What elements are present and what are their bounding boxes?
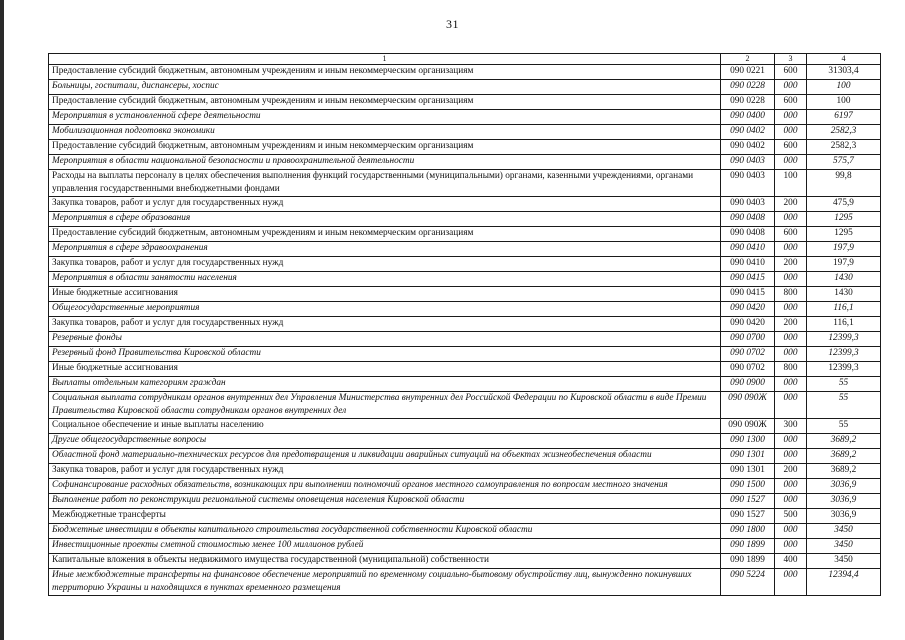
row-code-cell: 090 0228 xyxy=(721,80,775,95)
row-type-cell: 000 xyxy=(775,434,807,449)
row-amount-cell: 12394,4 xyxy=(807,569,881,596)
row-amount-cell: 55 xyxy=(807,377,881,392)
row-type-cell: 000 xyxy=(775,377,807,392)
row-code-cell: 090 0420 xyxy=(721,317,775,332)
page-left-edge xyxy=(0,0,4,640)
table-row xyxy=(49,170,881,197)
row-amount-cell: 100 xyxy=(807,80,881,95)
row-amount-cell: 1295 xyxy=(807,227,881,242)
row-type-cell: 000 xyxy=(775,449,807,464)
table-row xyxy=(49,95,881,110)
row-name-cell: Иные бюджетные ассигнования xyxy=(49,287,721,302)
row-name-cell: Предоставление субсидий бюджетным, автономным учреждениям и иным некоммерческим организациям xyxy=(49,65,721,80)
row-name-cell: Мероприятия в установленной сфере деятельности xyxy=(49,110,721,125)
row-code-cell: 090 1899 xyxy=(721,539,775,554)
table-row xyxy=(49,347,881,362)
row-name-cell: Расходы на выплаты персоналу в целях обеспечения выполнения функций государственными (муниципальными) органами, казенными учреждениями, органами управления государственными внебюджетными фондами xyxy=(49,170,721,197)
row-name-cell: Бюджетные инвестиции в объекты капитального строительства государственной собственности Кировской области xyxy=(49,524,721,539)
table-row xyxy=(49,110,881,125)
table-row xyxy=(49,212,881,227)
row-type-cell: 000 xyxy=(775,302,807,317)
row-amount-cell: 2582,3 xyxy=(807,140,881,155)
row-type-cell: 000 xyxy=(775,392,807,419)
table-row xyxy=(49,272,881,287)
table-row xyxy=(49,479,881,494)
row-type-cell: 000 xyxy=(775,242,807,257)
row-amount-cell: 3450 xyxy=(807,539,881,554)
row-name-cell: Закупка товаров, работ и услуг для государственных нужд xyxy=(49,464,721,479)
table-row xyxy=(49,80,881,95)
row-name-cell: Мероприятия в сфере здравоохранения xyxy=(49,242,721,257)
table-row xyxy=(49,242,881,257)
row-name-cell: Мероприятия в области национальной безопасности и правоохранительной деятельности xyxy=(49,155,721,170)
header-cell-type: 3 xyxy=(775,54,807,65)
row-type-cell: 000 xyxy=(775,569,807,596)
row-type-cell: 000 xyxy=(775,272,807,287)
table-row xyxy=(49,524,881,539)
row-name-cell: Социальное обеспечение и иные выплаты населению xyxy=(49,419,721,434)
table-row xyxy=(49,449,881,464)
row-amount-cell: 1295 xyxy=(807,212,881,227)
row-name-cell: Резервные фонды xyxy=(49,332,721,347)
row-amount-cell: 1430 xyxy=(807,287,881,302)
row-code-cell: 090 0415 xyxy=(721,287,775,302)
table-row xyxy=(49,509,881,524)
row-code-cell: 090 0410 xyxy=(721,242,775,257)
row-code-cell: 090 1800 xyxy=(721,524,775,539)
header-cell-amount: 4 xyxy=(807,54,881,65)
header-cell-code: 2 xyxy=(721,54,775,65)
row-amount-cell: 3450 xyxy=(807,524,881,539)
row-name-cell: Другие общегосударственные вопросы xyxy=(49,434,721,449)
row-code-cell: 090 0400 xyxy=(721,110,775,125)
row-code-cell: 090 0410 xyxy=(721,257,775,272)
row-type-cell: 000 xyxy=(775,479,807,494)
table-row xyxy=(49,539,881,554)
row-amount-cell: 197,9 xyxy=(807,242,881,257)
page-number: 31 xyxy=(446,17,459,31)
row-amount-cell: 3689,2 xyxy=(807,434,881,449)
row-name-cell: Софинансирование расходных обязательств, возникающих при выполнении полномочий органов местного самоуправления по вопросам местного значения xyxy=(49,479,721,494)
row-amount-cell: 116,1 xyxy=(807,302,881,317)
table-row xyxy=(49,569,881,596)
row-type-cell: 500 xyxy=(775,509,807,524)
row-code-cell: 090 1300 xyxy=(721,434,775,449)
row-type-cell: 000 xyxy=(775,80,807,95)
row-code-cell: 090 0228 xyxy=(721,95,775,110)
table-header-row xyxy=(49,54,881,65)
row-type-cell: 000 xyxy=(775,332,807,347)
row-amount-cell: 116,1 xyxy=(807,317,881,332)
row-name-cell: Мероприятия в сфере образования xyxy=(49,212,721,227)
row-amount-cell: 3689,2 xyxy=(807,449,881,464)
row-name-cell: Предоставление субсидий бюджетным, автономным учреждениям и иным некоммерческим организациям xyxy=(49,140,721,155)
row-code-cell: 090 1527 xyxy=(721,509,775,524)
row-amount-cell: 475,9 xyxy=(807,197,881,212)
row-amount-cell: 12399,3 xyxy=(807,347,881,362)
row-name-cell: Межбюджетные трансферты xyxy=(49,509,721,524)
row-code-cell: 090 090Ж xyxy=(721,419,775,434)
row-amount-cell: 575,7 xyxy=(807,155,881,170)
table-row xyxy=(49,65,881,80)
row-type-cell: 200 xyxy=(775,257,807,272)
table-row xyxy=(49,377,881,392)
row-code-cell: 090 0702 xyxy=(721,362,775,377)
row-code-cell: 090 090Ж xyxy=(721,392,775,419)
table-row xyxy=(49,464,881,479)
row-amount-cell: 100 xyxy=(807,95,881,110)
row-code-cell: 090 0700 xyxy=(721,332,775,347)
row-amount-cell: 31303,4 xyxy=(807,65,881,80)
row-amount-cell: 55 xyxy=(807,419,881,434)
row-code-cell: 090 1899 xyxy=(721,554,775,569)
row-amount-cell: 99,8 xyxy=(807,170,881,197)
row-code-cell: 090 0408 xyxy=(721,212,775,227)
row-type-cell: 000 xyxy=(775,524,807,539)
row-amount-cell: 2582,3 xyxy=(807,125,881,140)
table-row xyxy=(49,494,881,509)
table-row xyxy=(49,257,881,272)
table-row xyxy=(49,155,881,170)
row-name-cell: Мероприятия в области занятости населения xyxy=(49,272,721,287)
row-name-cell: Закупка товаров, работ и услуг для государственных нужд xyxy=(49,317,721,332)
row-type-cell: 000 xyxy=(775,347,807,362)
row-amount-cell: 12399,3 xyxy=(807,362,881,377)
table-row xyxy=(49,227,881,242)
row-name-cell: Закупка товаров, работ и услуг для государственных нужд xyxy=(49,197,721,212)
row-code-cell: 090 1527 xyxy=(721,494,775,509)
budget-table xyxy=(48,53,881,596)
row-type-cell: 200 xyxy=(775,464,807,479)
row-code-cell: 090 0420 xyxy=(721,302,775,317)
table-row xyxy=(49,332,881,347)
row-amount-cell: 6197 xyxy=(807,110,881,125)
row-type-cell: 800 xyxy=(775,287,807,302)
table-row xyxy=(49,392,881,419)
row-amount-cell: 1430 xyxy=(807,272,881,287)
header-cell-name: 1 xyxy=(49,54,721,65)
row-name-cell: Предоставление субсидий бюджетным, автономным учреждениям и иным некоммерческим организациям xyxy=(49,227,721,242)
row-type-cell: 000 xyxy=(775,155,807,170)
row-type-cell: 200 xyxy=(775,317,807,332)
row-amount-cell: 3036,9 xyxy=(807,494,881,509)
row-name-cell: Больницы, госпитали, диспансеры, хоспис xyxy=(49,80,721,95)
row-name-cell: Мобилизационная подготовка экономики xyxy=(49,125,721,140)
row-amount-cell: 3036,9 xyxy=(807,479,881,494)
row-name-cell: Инвестиционные проекты сметной стоимостью менее 100 миллионов рублей xyxy=(49,539,721,554)
row-type-cell: 000 xyxy=(775,110,807,125)
row-type-cell: 600 xyxy=(775,65,807,80)
row-amount-cell: 55 xyxy=(807,392,881,419)
row-code-cell: 090 0408 xyxy=(721,227,775,242)
row-name-cell: Капитальные вложения в объекты недвижимого имущества государственной (муниципальной) собственности xyxy=(49,554,721,569)
row-name-cell: Резервный фонд Правительства Кировской области xyxy=(49,347,721,362)
row-type-cell: 300 xyxy=(775,419,807,434)
row-name-cell: Областной фонд материально-технических ресурсов для предотвращения и ликвидации аварийных ситуаций на объектах жизнеобеспечения области xyxy=(49,449,721,464)
row-amount-cell: 3450 xyxy=(807,554,881,569)
row-amount-cell: 3036,9 xyxy=(807,509,881,524)
table-row xyxy=(49,362,881,377)
row-name-cell: Социальная выплата сотрудникам органов внутренних дел Управления Министерства внутренних дел Российской Федерации по Кировской области в виде Премии Правительства Кировской области сотрудникам органов внутренних дел xyxy=(49,392,721,419)
row-code-cell: 090 0702 xyxy=(721,347,775,362)
row-code-cell: 090 0403 xyxy=(721,197,775,212)
row-name-cell: Иные бюджетные ассигнования xyxy=(49,362,721,377)
row-type-cell: 000 xyxy=(775,539,807,554)
row-amount-cell: 197,9 xyxy=(807,257,881,272)
row-code-cell: 090 0402 xyxy=(721,140,775,155)
table-row xyxy=(49,419,881,434)
table-row xyxy=(49,302,881,317)
row-name-cell: Иные межбюджетные трансферты на финансовое обеспечение мероприятий по временному социально-бытовому обустройству лиц, вынужденно покинувших территорию Украины и находящихся в пунктах временного размещения xyxy=(49,569,721,596)
row-name-cell: Предоставление субсидий бюджетным, автономным учреждениям и иным некоммерческим организациям xyxy=(49,95,721,110)
row-type-cell: 000 xyxy=(775,494,807,509)
row-type-cell: 800 xyxy=(775,362,807,377)
row-code-cell: 090 0900 xyxy=(721,377,775,392)
table-row xyxy=(49,554,881,569)
row-type-cell: 200 xyxy=(775,197,807,212)
row-code-cell: 090 5224 xyxy=(721,569,775,596)
row-code-cell: 090 1301 xyxy=(721,464,775,479)
table-row xyxy=(49,434,881,449)
row-name-cell: Закупка товаров, работ и услуг для государственных нужд xyxy=(49,257,721,272)
row-type-cell: 600 xyxy=(775,140,807,155)
row-type-cell: 600 xyxy=(775,95,807,110)
row-type-cell: 000 xyxy=(775,212,807,227)
table-row xyxy=(49,197,881,212)
row-type-cell: 100 xyxy=(775,170,807,197)
row-type-cell: 600 xyxy=(775,227,807,242)
row-code-cell: 090 0403 xyxy=(721,155,775,170)
row-name-cell: Выполнение работ по реконструкции региональной системы оповещения населения Кировской области xyxy=(49,494,721,509)
table-row xyxy=(49,140,881,155)
row-amount-cell: 3689,2 xyxy=(807,464,881,479)
row-type-cell: 000 xyxy=(775,125,807,140)
table-row xyxy=(49,317,881,332)
row-code-cell: 090 0415 xyxy=(721,272,775,287)
row-amount-cell: 12399,3 xyxy=(807,332,881,347)
row-code-cell: 090 0403 xyxy=(721,170,775,197)
row-code-cell: 090 1500 xyxy=(721,479,775,494)
row-name-cell: Общегосударственные мероприятия xyxy=(49,302,721,317)
row-code-cell: 090 1301 xyxy=(721,449,775,464)
row-name-cell: Выплаты отдельным категориям граждан xyxy=(49,377,721,392)
row-code-cell: 090 0402 xyxy=(721,125,775,140)
row-type-cell: 400 xyxy=(775,554,807,569)
table-row xyxy=(49,125,881,140)
row-code-cell: 090 0221 xyxy=(721,65,775,80)
table-row xyxy=(49,287,881,302)
